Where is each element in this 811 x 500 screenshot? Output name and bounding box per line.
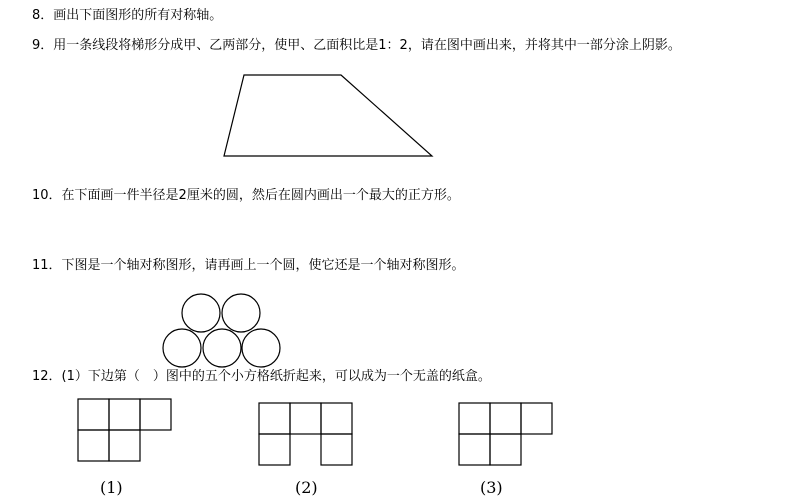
question-8: 8．画出下面图形的所有对称轴。 — [32, 8, 223, 23]
circle-top-right — [222, 294, 260, 332]
question-11: 11．下图是一个轴对称图形，请再画上一个圆，使它还是一个轴对称图形。 — [32, 258, 465, 273]
question-9: 9．用一条线段将梯形分成甲、乙两部分，使甲、乙面积比是1：2，请在图中画出来，并将其中一部分涂上阴影。 — [32, 38, 681, 53]
net-label-3: (3) — [480, 478, 503, 497]
circle-top-left — [182, 294, 220, 332]
net-2 — [259, 403, 352, 465]
net-3 — [459, 403, 552, 465]
question-10: 10．在下面画一件半径是2厘米的圆，然后在圆内画出一个最大的正方形。 — [32, 188, 460, 203]
net-label-1: (1) — [100, 478, 123, 497]
question-12: 12．(1）下边第（ ）图中的五个小方格纸折起来，可以成为一个无盖的纸盒。 — [32, 369, 491, 384]
net-1 — [78, 399, 171, 461]
circle-bottom-middle — [203, 329, 241, 367]
circle-arrangement — [163, 294, 280, 367]
net-label-2: (2) — [295, 478, 318, 497]
circle-bottom-left — [163, 329, 201, 367]
trapezoid — [224, 75, 432, 156]
circle-bottom-right — [242, 329, 280, 367]
